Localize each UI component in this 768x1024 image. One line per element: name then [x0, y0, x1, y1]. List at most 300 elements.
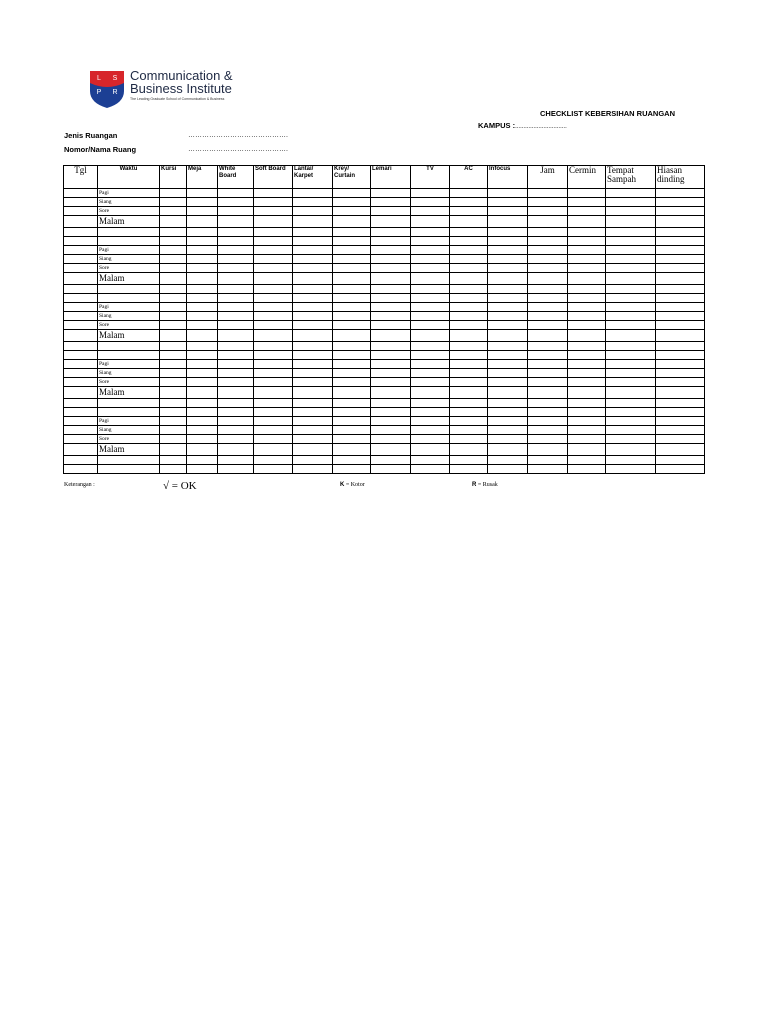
check-cell	[254, 369, 293, 378]
check-cell	[488, 387, 528, 399]
check-cell	[333, 246, 371, 255]
check-cell	[606, 216, 656, 228]
check-cell	[187, 342, 218, 351]
check-cell	[656, 189, 705, 198]
check-cell	[411, 189, 450, 198]
check-cell	[293, 246, 333, 255]
check-cell	[254, 246, 293, 255]
check-cell	[254, 264, 293, 273]
check-cell	[160, 369, 187, 378]
check-cell	[568, 237, 606, 246]
check-cell	[450, 216, 488, 228]
col-header: Cermin	[568, 166, 606, 189]
check-cell	[187, 303, 218, 312]
check-cell	[450, 246, 488, 255]
check-cell	[606, 360, 656, 369]
check-cell	[528, 237, 568, 246]
check-cell	[371, 360, 411, 369]
check-cell	[371, 387, 411, 399]
check-cell	[568, 303, 606, 312]
check-cell	[450, 207, 488, 216]
check-cell	[528, 408, 568, 417]
check-cell	[450, 465, 488, 474]
check-cell	[64, 426, 98, 435]
check-cell	[450, 321, 488, 330]
check-cell	[64, 417, 98, 426]
check-cell	[333, 351, 371, 360]
check-cell	[218, 426, 254, 435]
legend-kotor	[340, 482, 365, 488]
check-cell	[218, 207, 254, 216]
logo-wordmark	[130, 69, 233, 101]
check-cell	[411, 255, 450, 264]
check-cell	[293, 369, 333, 378]
check-cell	[488, 369, 528, 378]
check-cell	[606, 285, 656, 294]
table-row	[64, 378, 705, 387]
table-row	[64, 294, 705, 303]
check-cell	[528, 351, 568, 360]
check-cell	[411, 360, 450, 369]
check-cell	[160, 216, 187, 228]
check-cell	[568, 228, 606, 237]
check-cell	[411, 321, 450, 330]
check-cell	[160, 444, 187, 456]
check-cell	[568, 456, 606, 465]
check-cell	[606, 342, 656, 351]
check-cell	[160, 273, 187, 285]
check-cell	[187, 207, 218, 216]
check-cell	[656, 330, 705, 342]
logo-letter: P	[96, 89, 102, 96]
check-cell	[488, 330, 528, 342]
check-cell	[254, 342, 293, 351]
col-header: Lantai/ Karpet	[293, 166, 333, 189]
check-cell	[64, 387, 98, 399]
check-cell	[528, 444, 568, 456]
check-cell	[333, 303, 371, 312]
check-cell	[656, 228, 705, 237]
check-cell	[488, 444, 528, 456]
check-cell	[160, 435, 187, 444]
check-cell	[371, 273, 411, 285]
check-cell	[568, 426, 606, 435]
check-cell	[187, 351, 218, 360]
logo-letter: S	[112, 75, 118, 82]
check-cell	[606, 273, 656, 285]
check-cell	[656, 399, 705, 408]
check-cell	[293, 465, 333, 474]
check-cell	[488, 216, 528, 228]
check-cell	[218, 378, 254, 387]
check-cell	[568, 342, 606, 351]
check-cell	[293, 444, 333, 456]
time-cell: Malam	[98, 273, 160, 285]
check-cell	[528, 426, 568, 435]
check-cell	[488, 285, 528, 294]
legend-kotor-text: = Kotor	[344, 482, 365, 488]
check-cell	[606, 417, 656, 426]
check-cell	[333, 294, 371, 303]
check-cell	[254, 189, 293, 198]
check-cell	[656, 351, 705, 360]
check-cell	[656, 360, 705, 369]
check-cell	[218, 285, 254, 294]
check-cell	[187, 330, 218, 342]
check-cell	[160, 207, 187, 216]
check-cell	[568, 285, 606, 294]
check-cell	[450, 228, 488, 237]
check-cell	[656, 465, 705, 474]
checklist-table	[63, 165, 705, 474]
check-cell	[450, 198, 488, 207]
jenis-ruangan-label: Jenis Ruangan	[64, 131, 118, 140]
table-header-row	[64, 166, 705, 189]
check-cell	[411, 456, 450, 465]
check-cell	[218, 273, 254, 285]
check-cell	[606, 399, 656, 408]
legend-kotor-key: K	[340, 482, 345, 488]
lspr-shield-logo	[88, 69, 126, 109]
check-cell	[187, 444, 218, 456]
check-cell	[218, 399, 254, 408]
check-cell	[371, 321, 411, 330]
check-cell	[606, 294, 656, 303]
table-row	[64, 303, 705, 312]
check-cell	[528, 465, 568, 474]
check-cell	[568, 408, 606, 417]
check-cell	[488, 465, 528, 474]
check-cell	[488, 360, 528, 369]
check-cell	[64, 399, 98, 408]
col-header: Infocus	[488, 166, 528, 189]
check-cell	[64, 330, 98, 342]
check-cell	[64, 273, 98, 285]
check-cell	[160, 351, 187, 360]
kampus-dots: ...............................	[515, 124, 567, 130]
check-cell	[187, 321, 218, 330]
check-cell	[160, 189, 187, 198]
check-cell	[411, 369, 450, 378]
check-cell	[450, 294, 488, 303]
check-cell	[656, 456, 705, 465]
check-cell	[254, 273, 293, 285]
check-cell	[450, 408, 488, 417]
check-cell	[528, 294, 568, 303]
check-cell	[528, 264, 568, 273]
check-cell	[98, 399, 160, 408]
legend-label: Keterangan :	[64, 482, 95, 488]
check-cell	[528, 246, 568, 255]
check-cell	[187, 189, 218, 198]
check-cell	[450, 264, 488, 273]
time-cell: Pagi	[98, 189, 160, 198]
check-cell	[606, 264, 656, 273]
check-cell	[568, 312, 606, 321]
check-cell	[528, 273, 568, 285]
check-cell	[450, 456, 488, 465]
check-cell	[187, 198, 218, 207]
check-cell	[254, 417, 293, 426]
check-cell	[187, 387, 218, 399]
check-cell	[528, 399, 568, 408]
check-cell	[187, 399, 218, 408]
check-cell	[98, 285, 160, 294]
time-cell: Sore	[98, 378, 160, 387]
check-cell	[656, 216, 705, 228]
check-cell	[218, 189, 254, 198]
check-cell	[371, 198, 411, 207]
check-cell	[411, 312, 450, 321]
check-cell	[568, 351, 606, 360]
check-cell	[606, 207, 656, 216]
check-cell	[606, 255, 656, 264]
check-cell	[160, 426, 187, 435]
check-cell	[333, 465, 371, 474]
check-cell	[568, 387, 606, 399]
check-cell	[254, 360, 293, 369]
check-cell	[656, 198, 705, 207]
check-cell	[528, 330, 568, 342]
check-cell	[64, 435, 98, 444]
check-cell	[293, 435, 333, 444]
check-cell	[606, 465, 656, 474]
check-cell	[160, 342, 187, 351]
check-cell	[254, 255, 293, 264]
check-cell	[64, 189, 98, 198]
check-cell	[254, 408, 293, 417]
check-cell	[568, 216, 606, 228]
check-cell	[411, 465, 450, 474]
check-cell	[333, 216, 371, 228]
check-cell	[187, 294, 218, 303]
check-cell	[293, 408, 333, 417]
table-row	[64, 312, 705, 321]
check-cell	[411, 264, 450, 273]
check-cell	[488, 417, 528, 426]
check-cell	[606, 303, 656, 312]
check-cell	[371, 330, 411, 342]
check-cell	[528, 303, 568, 312]
check-cell	[606, 321, 656, 330]
check-cell	[411, 303, 450, 312]
check-cell	[98, 408, 160, 417]
check-cell	[656, 264, 705, 273]
check-cell	[411, 285, 450, 294]
table-row	[64, 285, 705, 294]
logo-tagline: The Leading Graduate School of Communication & Business	[130, 97, 225, 101]
check-cell	[254, 285, 293, 294]
check-cell	[488, 198, 528, 207]
check-cell	[568, 255, 606, 264]
check-cell	[333, 189, 371, 198]
check-cell	[64, 294, 98, 303]
check-cell	[656, 312, 705, 321]
check-cell	[606, 312, 656, 321]
check-cell	[450, 237, 488, 246]
check-cell	[64, 207, 98, 216]
table-row	[64, 399, 705, 408]
check-cell	[187, 426, 218, 435]
check-cell	[64, 228, 98, 237]
check-cell	[218, 198, 254, 207]
check-cell	[528, 207, 568, 216]
check-cell	[293, 207, 333, 216]
check-cell	[254, 378, 293, 387]
table-row	[64, 228, 705, 237]
check-cell	[568, 189, 606, 198]
check-cell	[64, 444, 98, 456]
check-cell	[187, 312, 218, 321]
check-cell	[568, 207, 606, 216]
check-cell	[333, 456, 371, 465]
check-cell	[371, 456, 411, 465]
check-cell	[160, 255, 187, 264]
check-cell	[606, 237, 656, 246]
check-cell	[333, 399, 371, 408]
check-cell	[371, 417, 411, 426]
check-cell	[450, 255, 488, 264]
check-cell	[160, 294, 187, 303]
logo-letter: R	[112, 89, 118, 96]
check-cell	[160, 198, 187, 207]
check-cell	[606, 444, 656, 456]
check-cell	[333, 426, 371, 435]
table-row	[64, 417, 705, 426]
check-cell	[411, 228, 450, 237]
table-row	[64, 330, 705, 342]
check-cell	[293, 228, 333, 237]
check-cell	[568, 246, 606, 255]
check-cell	[656, 387, 705, 399]
check-cell	[371, 294, 411, 303]
check-cell	[568, 435, 606, 444]
check-cell	[218, 330, 254, 342]
table-row	[64, 387, 705, 399]
check-cell	[606, 435, 656, 444]
check-cell	[160, 417, 187, 426]
check-cell	[98, 228, 160, 237]
check-cell	[254, 465, 293, 474]
check-cell	[371, 255, 411, 264]
check-cell	[568, 198, 606, 207]
check-cell	[218, 456, 254, 465]
col-header: Lemari	[371, 166, 411, 189]
check-cell	[293, 399, 333, 408]
check-cell	[160, 246, 187, 255]
legend-ok: √ = OK	[163, 480, 197, 492]
col-header: AC	[450, 166, 488, 189]
check-cell	[218, 321, 254, 330]
check-cell	[218, 360, 254, 369]
check-cell	[64, 351, 98, 360]
check-cell	[293, 330, 333, 342]
check-cell	[98, 456, 160, 465]
check-cell	[218, 237, 254, 246]
check-cell	[333, 342, 371, 351]
check-cell	[371, 399, 411, 408]
check-cell	[606, 351, 656, 360]
check-cell	[450, 360, 488, 369]
check-cell	[450, 417, 488, 426]
table-row	[64, 207, 705, 216]
check-cell	[488, 426, 528, 435]
check-cell	[293, 312, 333, 321]
table-row	[64, 351, 705, 360]
nomor-ruang-dots: …………………………………….	[188, 146, 288, 153]
check-cell	[64, 408, 98, 417]
check-cell	[656, 435, 705, 444]
col-header: Jam	[528, 166, 568, 189]
time-cell: Pagi	[98, 303, 160, 312]
check-cell	[528, 369, 568, 378]
check-cell	[218, 351, 254, 360]
check-cell	[568, 444, 606, 456]
check-cell	[411, 426, 450, 435]
check-cell	[488, 294, 528, 303]
check-cell	[254, 216, 293, 228]
check-cell	[333, 408, 371, 417]
check-cell	[606, 426, 656, 435]
check-cell	[411, 444, 450, 456]
check-cell	[333, 237, 371, 246]
time-cell: Sore	[98, 321, 160, 330]
check-cell	[64, 342, 98, 351]
check-cell	[656, 426, 705, 435]
check-cell	[568, 264, 606, 273]
check-cell	[333, 435, 371, 444]
col-header: Soft Board	[254, 166, 293, 189]
check-cell	[293, 342, 333, 351]
table-row	[64, 216, 705, 228]
check-cell	[293, 216, 333, 228]
check-cell	[371, 264, 411, 273]
check-cell	[450, 351, 488, 360]
col-header: Krey/ Curtain	[333, 166, 371, 189]
check-cell	[160, 387, 187, 399]
check-cell	[254, 426, 293, 435]
check-cell	[333, 198, 371, 207]
check-cell	[656, 417, 705, 426]
check-cell	[450, 330, 488, 342]
check-cell	[187, 273, 218, 285]
check-cell	[333, 369, 371, 378]
check-cell	[488, 228, 528, 237]
check-cell	[64, 198, 98, 207]
time-cell: Sore	[98, 435, 160, 444]
logo-line-2: Business Institute	[130, 81, 232, 96]
table-row	[64, 255, 705, 264]
check-cell	[187, 456, 218, 465]
check-cell	[656, 303, 705, 312]
check-cell	[568, 378, 606, 387]
check-cell	[568, 465, 606, 474]
check-cell	[218, 444, 254, 456]
check-cell	[488, 237, 528, 246]
check-cell	[187, 255, 218, 264]
check-cell	[568, 369, 606, 378]
check-cell	[371, 228, 411, 237]
check-cell	[568, 294, 606, 303]
check-cell	[656, 321, 705, 330]
check-cell	[606, 387, 656, 399]
table-row	[64, 237, 705, 246]
check-cell	[371, 435, 411, 444]
time-cell: Malam	[98, 387, 160, 399]
check-cell	[528, 378, 568, 387]
check-cell	[333, 321, 371, 330]
check-cell	[293, 321, 333, 330]
